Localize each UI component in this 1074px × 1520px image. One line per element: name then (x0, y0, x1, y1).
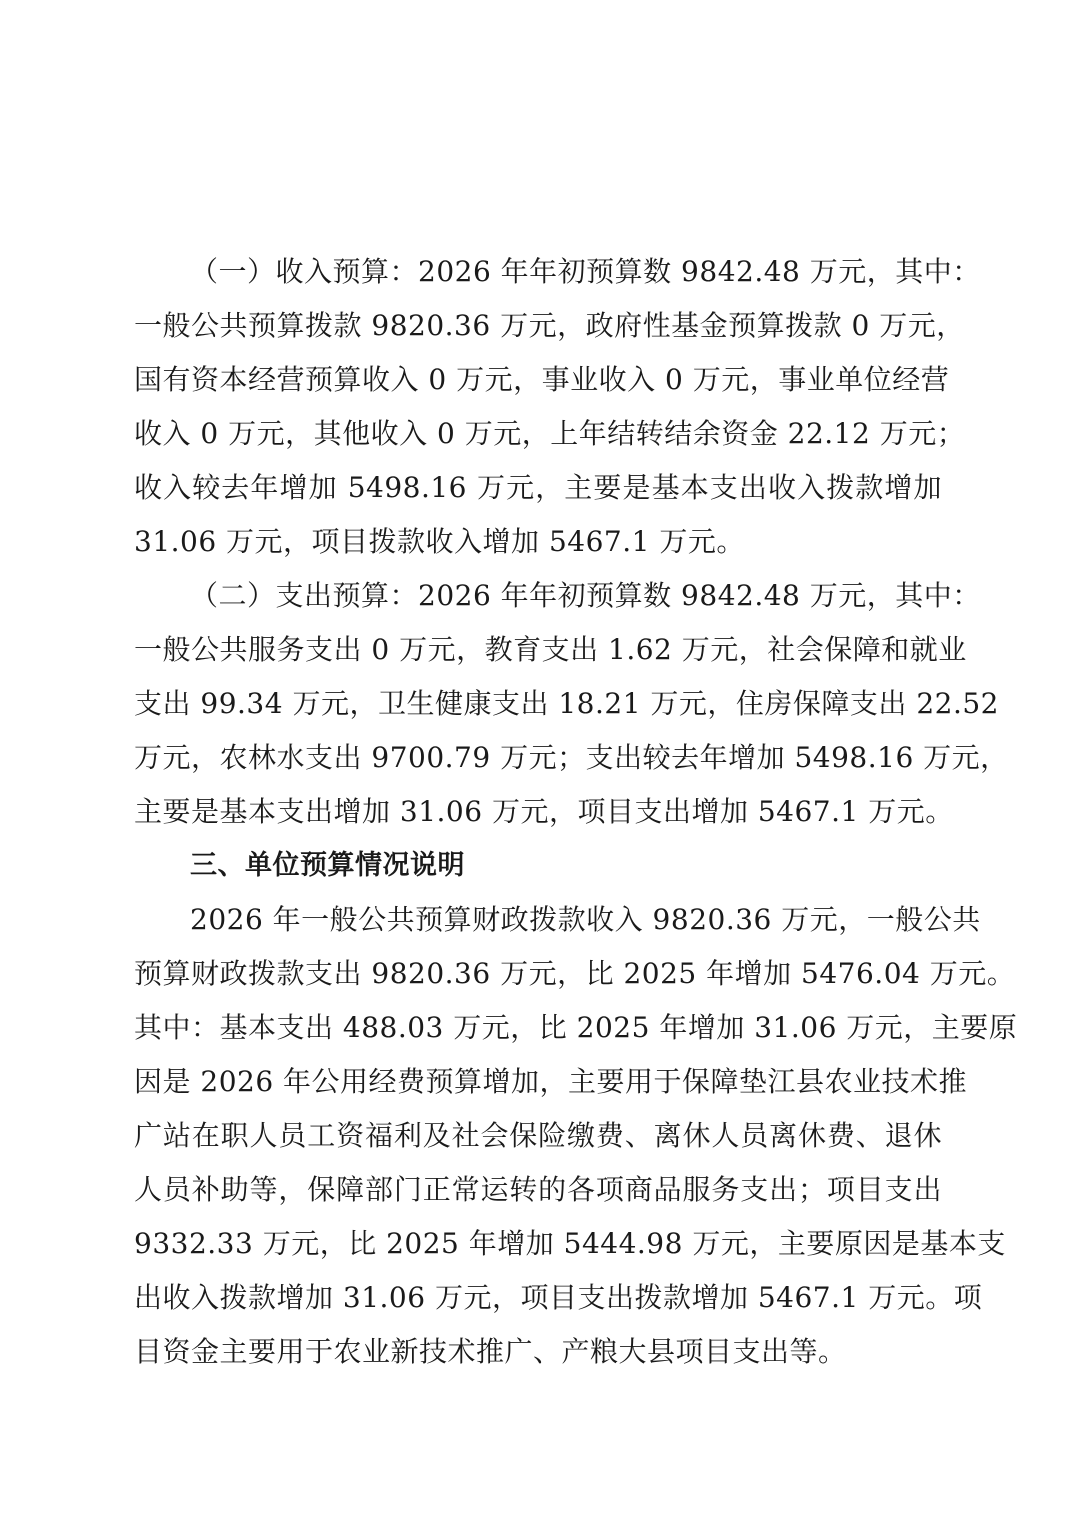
paragraph-line: 支出 99.34 万元，卫生健康支出 18.21 万元，住房保障支出 22.52 (134, 687, 999, 720)
paragraph-line: 预算财政拨款支出 9820.36 万元，比 2025 年增加 5476.04 万元。 (134, 957, 1016, 990)
section-heading: 三、单位预算情况说明 (190, 850, 465, 881)
expenditure-budget-paragraph (134, 569, 1009, 839)
paragraph-line: 广站在职人员工资福利及社会保险缴费、离休人员离休费、退休 (134, 1119, 942, 1152)
unit-budget-paragraph (134, 893, 1018, 1379)
paragraph-line: 目资金主要用于农业新技术推广、产粮大县项目支出等。 (134, 1335, 847, 1368)
paragraph-line: 收入较去年增加 5498.16 万元，主要是基本支出收入拨款增加 (134, 471, 942, 504)
paragraph-line: 一般公共预算拨款 9820.36 万元，政府性基金预算拨款 0 万元， (134, 309, 965, 342)
document-page (134, 245, 1018, 1379)
paragraph-line: 9332.33 万元，比 2025 年增加 5444.98 万元，主要原因是基本支 (134, 1227, 1006, 1260)
income-budget-paragraph (134, 245, 981, 569)
paragraph-line: （一）收入预算：2026 年年初预算数 9842.48 万元，其中： (190, 255, 981, 288)
paragraph-line: 出收入拨款增加 31.06 万元，项目支出拨款增加 5467.1 万元。项 (134, 1281, 983, 1314)
paragraph-line: 国有资本经营预算收入 0 万元，事业收入 0 万元，事业单位经营 (134, 363, 950, 396)
paragraph-line: 31.06 万元，项目拨款收入增加 5467.1 万元。 (134, 525, 745, 558)
paragraph-line: 主要是基本支出增加 31.06 万元，项目支出增加 5467.1 万元。 (134, 795, 954, 828)
paragraph-line: 其中：基本支出 488.03 万元，比 2025 年增加 31.06 万元，主要原 (134, 1011, 1018, 1044)
paragraph-line: 人员补助等，保障部门正常运转的各项商品服务支出；项目支出 (134, 1173, 942, 1206)
paragraph-line: 2026 年一般公共预算财政拨款收入 9820.36 万元，一般公共 (190, 903, 981, 936)
paragraph-line: 一般公共服务支出 0 万元，教育支出 1.62 万元，社会保障和就业 (134, 633, 967, 666)
paragraph-line: 因是 2026 年公用经费预算增加，主要用于保障垫江县农业技术推 (134, 1065, 968, 1098)
paragraph-line: 收入 0 万元，其他收入 0 万元，上年结转结余资金 22.12 万元； (134, 417, 966, 450)
paragraph-line: （二）支出预算：2026 年年初预算数 9842.48 万元，其中： (190, 579, 981, 612)
paragraph-line: 万元，农林水支出 9700.79 万元；支出较去年增加 5498.16 万元， (134, 741, 1009, 774)
